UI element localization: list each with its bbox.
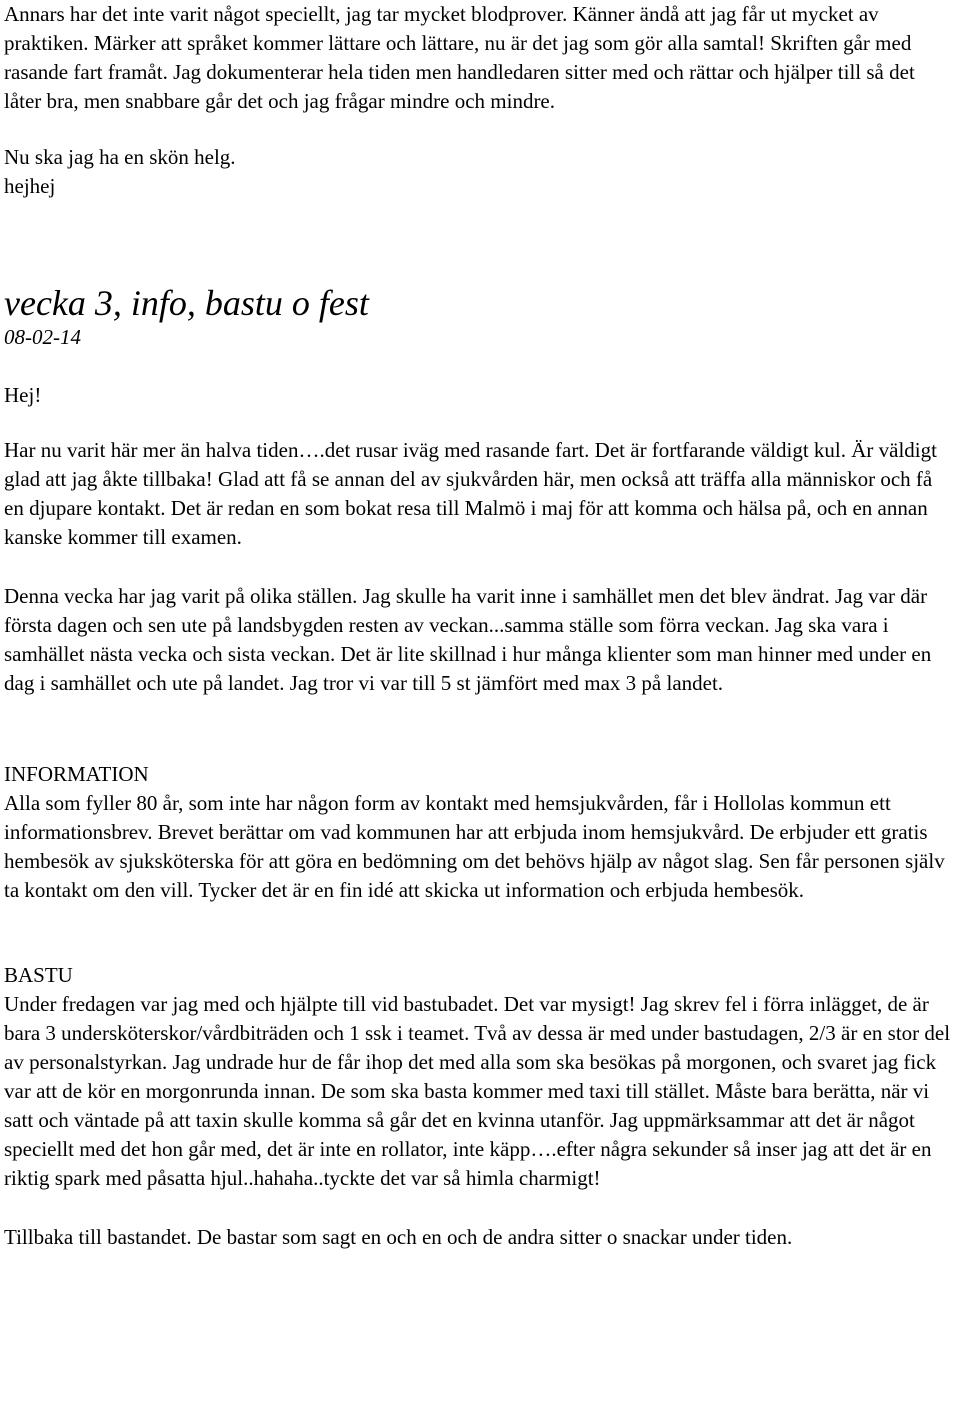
signoff-line: hejhej xyxy=(4,174,56,198)
information-heading: INFORMATION xyxy=(4,762,149,786)
post-paragraph-2: Denna vecka har jag varit på olika ställen. Jag skulle ha varit inne i samhället men det blev ändrat. Jag var där första dagen och sen ute på landsbygden resten av veckan...samma ställe som förra veckan. Jag ska vara i samhället nästa vecka och sista veckan. Det är lite skillnad i hur många klienter som man hinner med under en dag i samhället och ute på landet. Jag tror vi var till 5 st jämfört med max 3 på landet. xyxy=(4,584,932,695)
post-paragraph-1: Har nu varit här mer än halva tiden….det rusar iväg med rasande fart. Det är fortfarande väldigt kul. Är väldigt glad att jag åkte tillbaka! Glad att få se annan del av sjukvården här, men också att träffa alla människor och få en djupare kontakt. Det är redan en som bokat resa till Malmö i maj för att komma och hälsa på, och en annan kanske kommer till examen. xyxy=(4,438,937,549)
bastu-last-line: Tillbaka till bastandet. De bastar som sagt en och en och de andra sitter o snackar under tiden. xyxy=(4,1225,793,1249)
greeting: Hej! xyxy=(4,383,42,407)
bastu-heading: BASTU xyxy=(4,963,73,987)
spacer xyxy=(4,905,954,961)
bastu-text: Under fredagen var jag med och hjälpte till vid bastubadet. Det var mysigt! Jag skrev fel i förra inlägget, de är bara 3 undersköterskor/vårdbiträden och 1 ssk i teamet. Två av dessa är med under bastudagen, 2/3 är en stor del av personalstyrkan. Jag undrade hur de får ihop det med alla som ska besökas på morgonen, och svaret jag fick var att de kör en morgonrunda innan. De som ska basta kommer med taxi till stället. Måste bara berätta, när vi satt och väntade på att taxin skulle komma så går det en kvinna utanför. Jag uppmärksammar att det är något speciellt med det hon går med, det är inte en rollator, inte käpp….efter några sekunder så inser jag att det är en riktig spark med påsatta hjul..hahaha..tyckte det var så himla charmigt! xyxy=(4,992,951,1190)
intro-paragraph: Annars har det inte varit något speciellt, jag tar mycket blodprover. Känner ändå att jag får ut mycket av praktiken. Märker att språket kommer lättare och lättare, nu är det jag som gör alla samtal! Skriften går med rasande fart framåt. Jag dokumenterar hela tiden men handledaren sitter med och rättar och hjälper till så det låter bra, men snabbare går det och jag frågar mindre och mindre. xyxy=(4,2,915,113)
spacer xyxy=(4,1193,954,1223)
spacer xyxy=(4,552,954,582)
weekend-line: Nu ska jag ha en skön helg. xyxy=(4,145,236,169)
spacer xyxy=(4,410,954,436)
spacer xyxy=(4,352,954,381)
information-text: Alla som fyller 80 år, som inte har någon form av kontakt med hemsjukvården, får i Hollolas kommun ett informationsbrev. Brevet berättar om vad kommunen har att erbjuda inom hemsjukvård. De erbjuder ett gratis hembesök av sjuksköterska för att göra en bedömning om det behövs hjälp av något slag. Sen får personen själv ta kontakt om den vill. Tycker det är en fin idé att skicka ut information och erbjuda hembesök. xyxy=(4,791,945,902)
post-title: vecka 3, info, bastu o fest xyxy=(4,283,369,323)
post-date: 08-02-14 xyxy=(4,325,81,349)
spacer xyxy=(4,201,954,281)
spacer xyxy=(4,698,954,760)
spacer xyxy=(4,116,954,143)
